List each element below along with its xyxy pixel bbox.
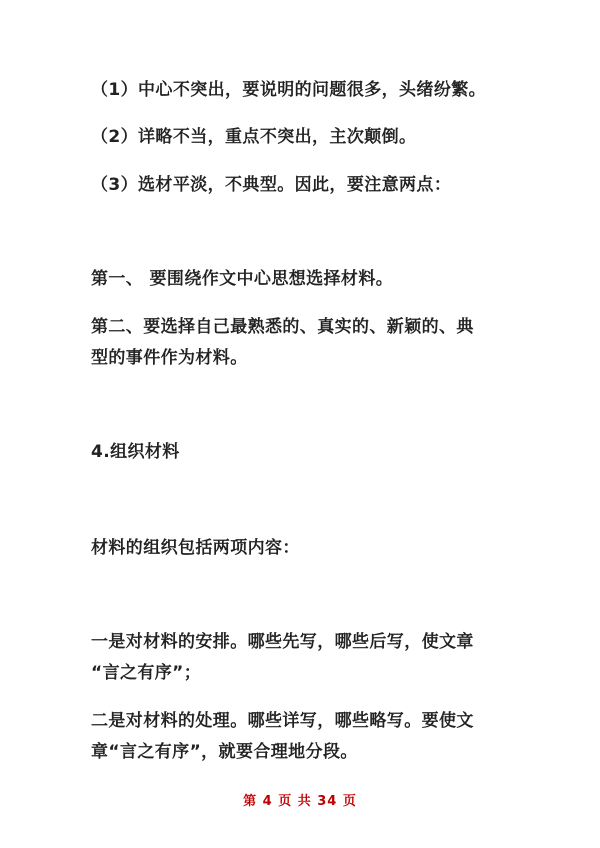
organization-intro: 材料的组织包括两项内容：	[91, 538, 300, 558]
page-number-footer: 第 4 页 共 34 页	[243, 794, 357, 809]
item-one-line-1: 一是对材料的安排。哪些先写，哪些后写，使文章	[91, 632, 474, 652]
point-first: 第一、 要围绕作文中心思想选择材料。	[91, 269, 394, 289]
list-item-problem-2: （2）详略不当，重点不突出，主次颠倒。	[91, 127, 417, 147]
item-two-line-1: 二是对材料的处理。哪些详写，哪些略写。要使文	[91, 711, 474, 731]
section-heading: 4.组织材料	[91, 442, 180, 462]
point-second-line-1: 第二、要选择自己最熟悉的、真实的、新颖的、典	[91, 317, 474, 337]
item-one-line-2: “言之有序”；	[91, 663, 202, 683]
point-second-line-2: 型的事件作为材料。	[91, 348, 248, 368]
item-two-line-2: 章“言之有序”，就要合理地分段。	[91, 742, 358, 762]
list-item-problem-3: （3）选材平淡，不典型。因此，要注意两点：	[91, 175, 452, 195]
list-item-problem-1: （1）中心不突出，要说明的问题很多，头绪纷繁。	[91, 80, 487, 100]
